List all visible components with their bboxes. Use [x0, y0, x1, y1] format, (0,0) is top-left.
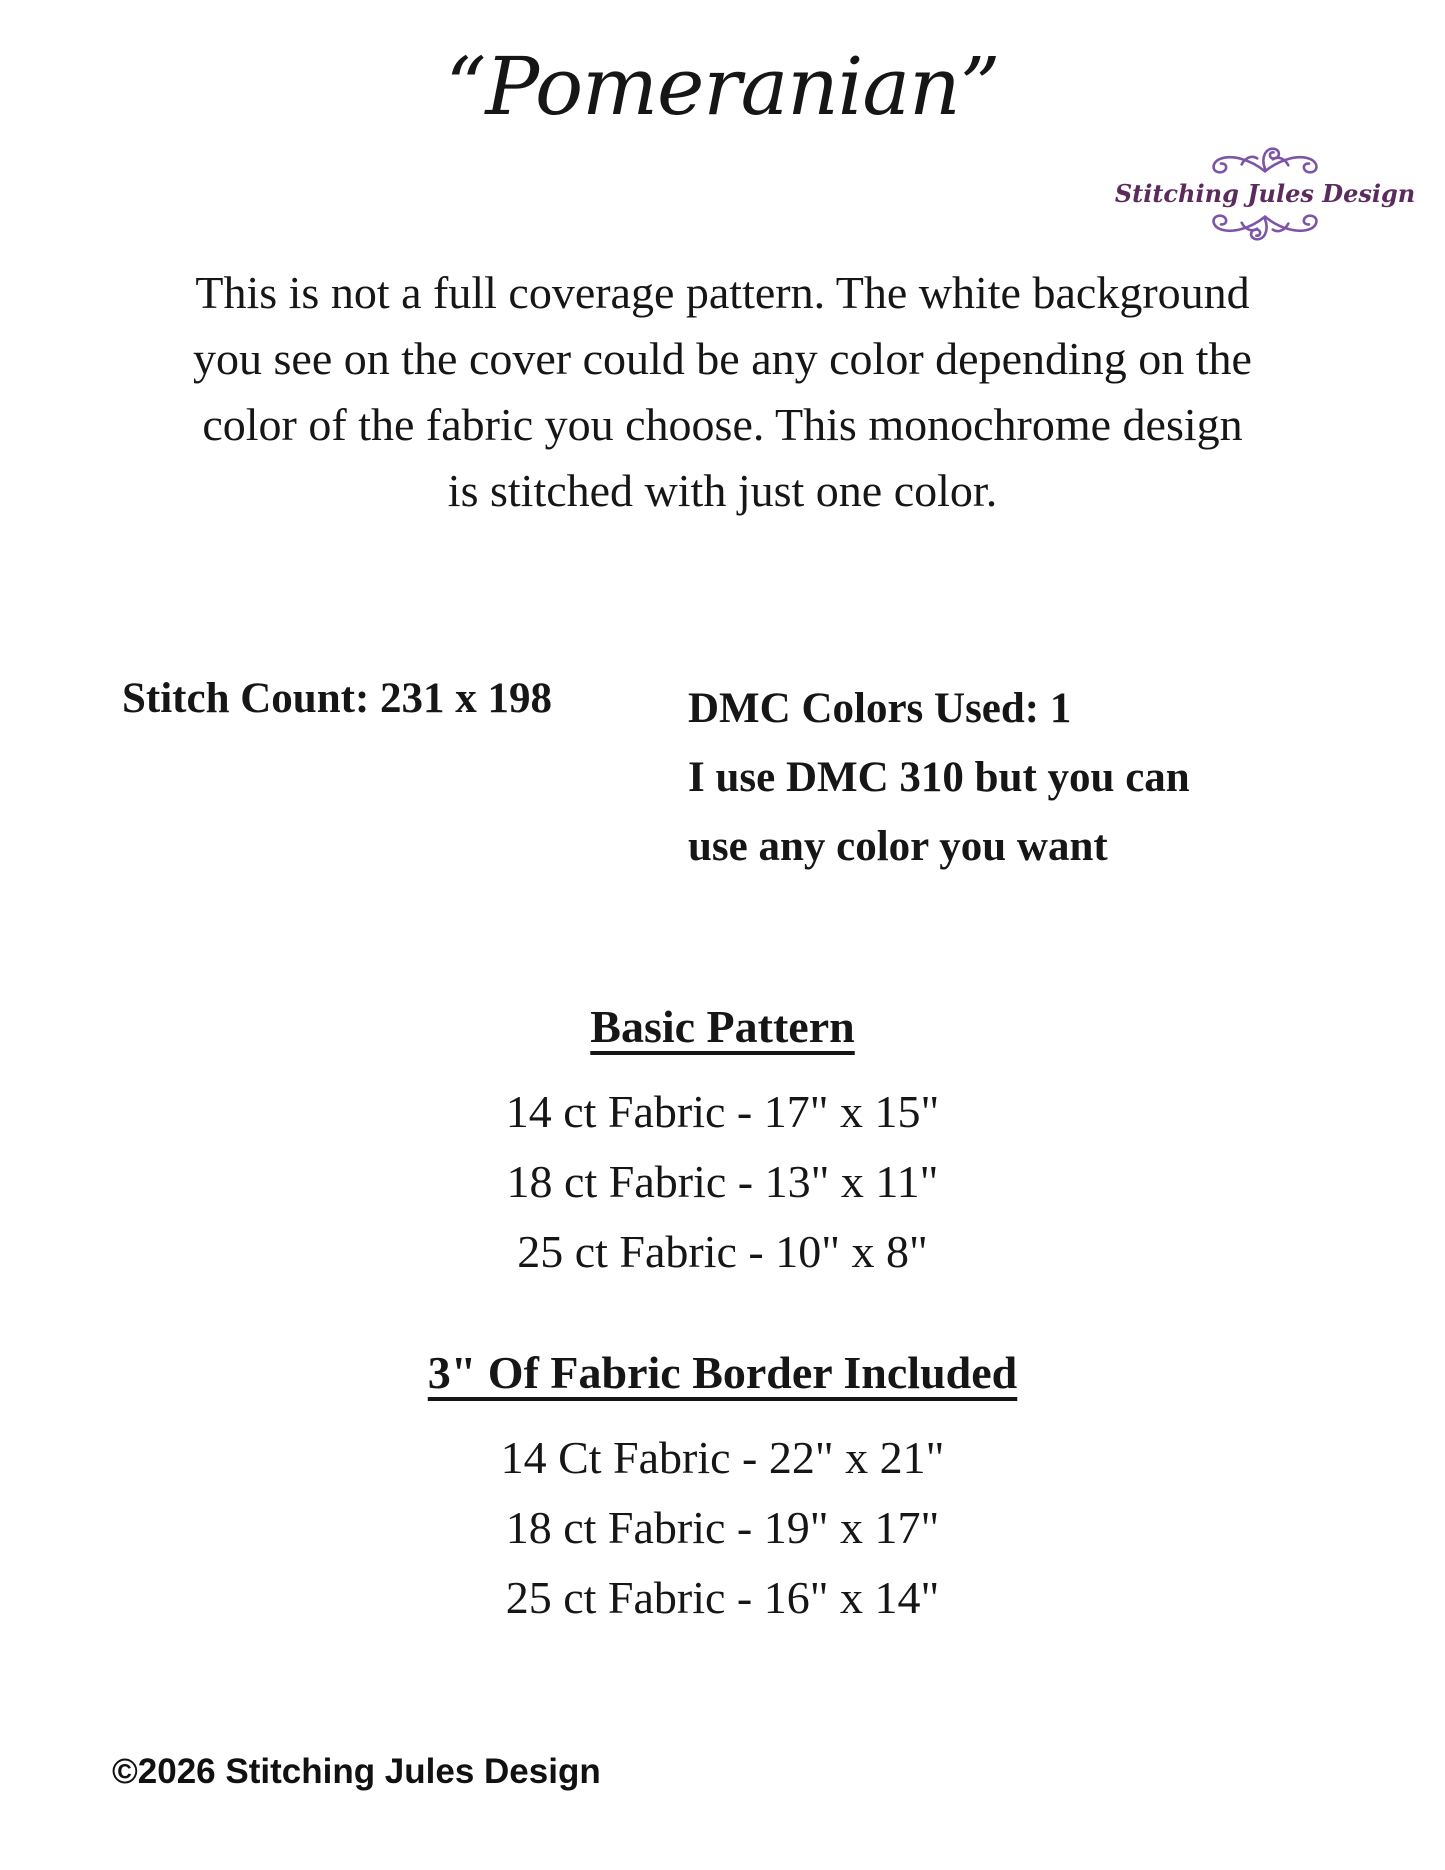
fabric-size-line: 18 ct Fabric - 13" x 11": [506, 1156, 939, 1207]
intro-paragraph: [0, 260, 1445, 524]
page-title: “Pomeranian”: [445, 40, 1000, 133]
border-included-section: [0, 1346, 1445, 1633]
fabric-size-line: 25 ct Fabric - 10" x 8": [517, 1226, 928, 1277]
flourish-swirl-icon: [1199, 142, 1331, 180]
intro-line: This is not a full coverage pattern. The white background: [195, 267, 1250, 318]
brand-logo-text: Stitching Jules Design: [1114, 179, 1416, 208]
brand-logo: [1114, 142, 1416, 246]
intro-line: you see on the cover could be any color depending on the: [193, 333, 1252, 384]
intro-line: color of the fabric you choose. This monochrome design: [202, 399, 1243, 450]
border-included-heading: 3" Of Fabric Border Included: [427, 1347, 1018, 1398]
fabric-size-line: 25 ct Fabric - 16" x 14": [505, 1572, 940, 1623]
fabric-size-line: 14 Ct Fabric - 22" x 21": [500, 1432, 945, 1483]
stitch-count-label: Stitch Count: 231 x 198: [122, 675, 553, 722]
dmc-colors-used: DMC Colors Used: 1: [688, 685, 1072, 732]
border-included-sizes: [0, 1423, 1445, 1633]
fabric-size-line: 18 ct Fabric - 19" x 17": [505, 1502, 940, 1553]
copyright-notice: ©2026 Stitching Jules Design: [112, 1752, 601, 1791]
basic-pattern-section: [0, 1000, 1445, 1287]
intro-line: is stitched with just one color.: [447, 465, 998, 516]
flourish-swirl-icon: [1199, 208, 1331, 246]
dmc-color-note: I use DMC 310 but you can: [688, 754, 1190, 801]
fabric-size-line: 14 ct Fabric - 17" x 15": [505, 1086, 940, 1137]
dmc-colors-block: [688, 674, 1190, 881]
basic-pattern-sizes: [0, 1077, 1445, 1287]
dmc-color-note: use any color you want: [688, 823, 1108, 870]
basic-pattern-heading: Basic Pattern: [590, 1001, 855, 1052]
